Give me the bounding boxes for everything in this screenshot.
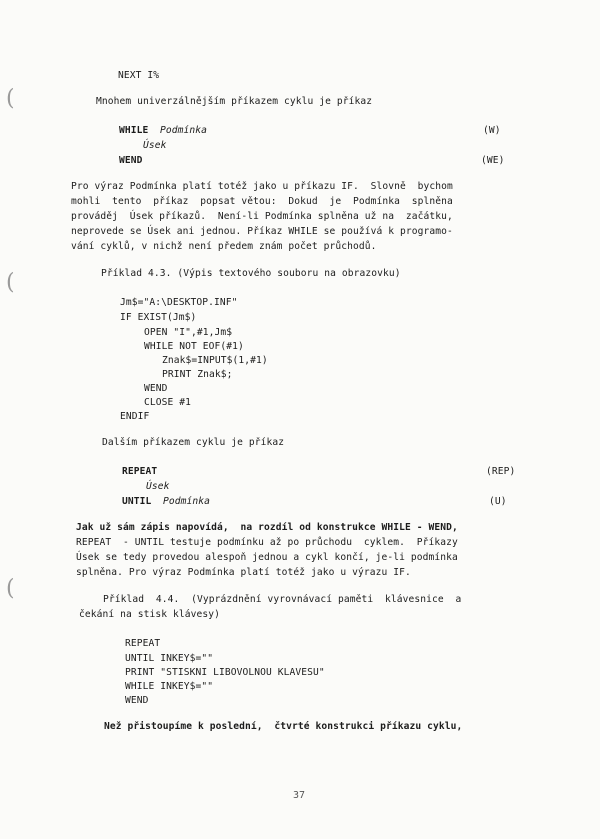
text-line: prováděj Úsek příkazů. Není-li Podmínka splněna už na začátku, [71,211,453,222]
text-line: Mnohem univerzálnějším příkazem cyklu je příkaz [96,96,373,107]
text-line: (WE) [481,155,505,166]
text-line: REPEAT - UNTIL testuje podmínku až po průchodu cyklem. Příkazy [76,537,458,548]
text-line: Příklad 4.3. (Výpis textového souboru na obrazovku) [101,268,401,279]
text-line: WHILE [119,125,149,136]
text-line: WHILE NOT EOF(#1) [144,341,244,352]
text-line: REPEAT [122,466,158,477]
text-line: vání cyklů, v nichž není předem znám počet průchodů. [71,241,377,252]
binding-hole-mark: ( [6,270,15,295]
text-line: PRINT Znak$; [162,369,233,380]
text-line: (W) [483,125,501,136]
text-line: neprovede se Úsek ani jednou. Příkaz WHILE se používá k programo- [71,226,453,237]
text-line: Úsek [143,140,167,151]
text-line: (REP) [486,466,516,477]
text-line: čekání na stisk klávesy) [79,609,221,620]
text-line: Než přistoupíme k poslední, čtvrté konstrukci příkazu cyklu, [104,721,463,732]
text-line: Jm$="A:\DESKTOP.INF" [120,297,238,308]
text-line: mohli tento příkaz popsat větou: Dokud je Podmínka splněna [71,196,453,207]
binding-hole-mark: ( [6,86,15,111]
text-line: Dalším příkazem cyklu je příkaz [102,437,285,448]
text-line: WEND [125,695,149,706]
text-line: Jak už sám zápis napovídá, na rozdíl od konstrukce WHILE - WEND, [76,522,458,533]
text-line: IF EXIST(Jm$) [120,312,197,323]
text-line: WEND [119,155,143,166]
text-line: UNTIL INKEY$="" [125,653,214,664]
text-line: UNTIL [122,496,152,507]
binding-hole-mark: ( [6,576,15,601]
text-line: NEXT I% [118,70,160,81]
text-line: OPEN "I",#1,Jm$ [144,327,233,338]
text-line: splněna. Pro výraz Podmínka platí totéž jako u výrazu IF. [76,567,411,578]
text-line: WHILE INKEY$="" [125,681,214,692]
text-line: Příklad 4.4. (Vyprázdnění vyrovnávací paměti klávesnice a [103,594,462,605]
text-line: Znak$=INPUT$(1,#1) [162,355,268,366]
text-line: REPEAT [125,638,161,649]
text-line: ENDIF [120,411,150,422]
text-line: WEND [144,383,168,394]
text-line: (U) [489,496,507,507]
text-line: Úsek [146,481,170,492]
text-line: Pro výraz Podmínka platí totéž jako u příkazu IF. Slovně bychom [71,181,453,192]
text-line: Podmínka [160,125,208,136]
text-line: CLOSE #1 [144,397,192,408]
text-line: Podmínka [163,496,211,507]
page-number: 37 [293,790,306,801]
text-line: PRINT "STISKNI LIBOVOLNOU KLAVESU" [125,667,325,678]
text-line: Úsek se tedy provedou alespoň jednou a cykl končí, je-li podmínka [76,552,458,563]
